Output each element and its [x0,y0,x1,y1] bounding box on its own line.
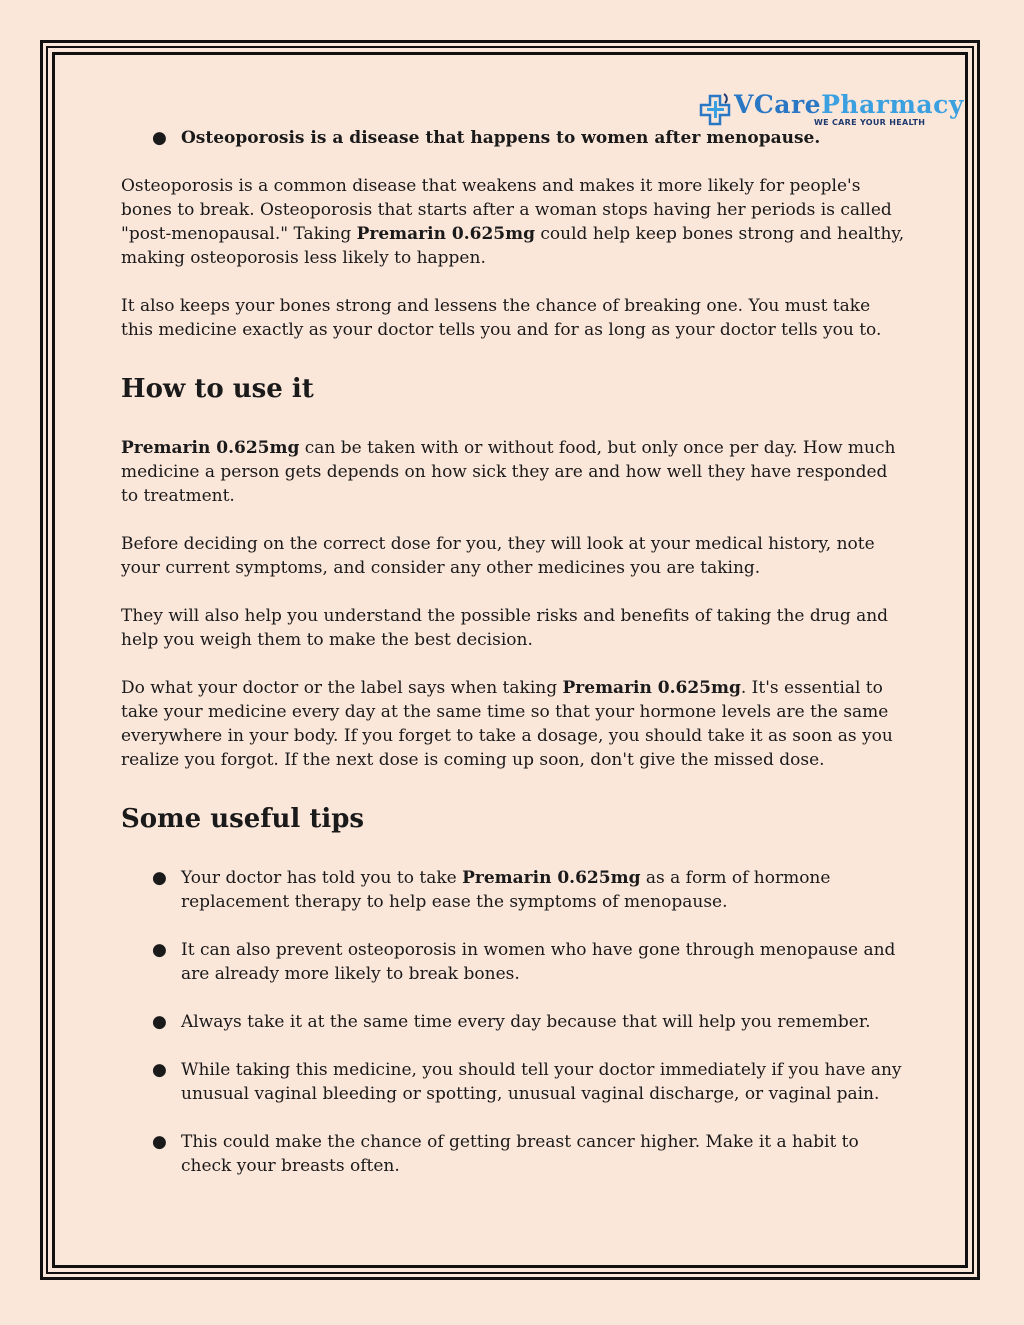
bullet-icon: ● [152,1012,167,1032]
bullet-icon: ● [152,1132,167,1152]
drug-name: Premarin 0.625mg [462,868,641,888]
medical-cross-icon [698,92,732,128]
paragraph: Do what your doctor or the label says when taking Premarin 0.625mg. It's essential to take your medicine every day at the same time so that your hormone levels are the same everywhere in your body. If you forget to take a dosage, you should take it as soon as you realize you forgot. If the next dose is coming up soon, don't give the missed dose. [121,678,893,770]
document-body [121,126,906,1202]
paragraph: It also keeps your bones strong and lessens the chance of breaking one. You must take this medicine exactly as your doctor tells you and for as long as your doctor tells you to. [121,296,882,340]
section-heading-how-to-use: How to use it [121,374,314,404]
drug-name: Premarin 0.625mg [121,438,300,458]
tips-list [121,866,906,1178]
list-item [121,126,906,150]
paragraph: Osteoporosis is a common disease that weakens and makes it more likely for people's bones to break. Osteoporosis that starts after a woman stops having her periods is called "post-menopausal." Taking Premarin 0.625mg could help keep bones strong and healthy, making osteoporosis less likely to happen. [121,176,905,268]
list-item: ● Your doctor has told you to take Premarin 0.625mg as a form of hormone replacement therapy to help ease the symptoms of menopause. [152,868,831,912]
list-item: ● While taking this medicine, you should tell your doctor immediately if you have any unusual vaginal bleeding or spotting, unusual vaginal discharge, or vaginal pain. [152,1060,902,1104]
intro-bullet-list [121,126,906,150]
logo-tagline: WE CARE YOUR HEALTH [814,118,926,127]
bullet-icon: ● [152,1060,167,1080]
section-heading-tips: Some useful tips [121,804,365,834]
list-item: ● It can also prevent osteoporosis in women who have gone through menopause and are already more likely to break bones. [152,940,896,984]
bullet-icon: ● [152,940,167,960]
bullet-icon: ● [152,868,167,888]
bullet-icon: ● [152,128,167,148]
drug-name: Premarin 0.625mg [562,678,741,698]
list-item: ● Always take it at the same time every day because that will help you remember. [152,1012,871,1032]
intro-bullet-text: Osteoporosis is a disease that happens to women after menopause. [181,128,821,148]
logo-wordmark: VCarePharmacy [734,90,964,119]
paragraph: They will also help you understand the possible risks and benefits of taking the drug and help you weigh them to make the best decision. [121,606,889,650]
paragraph: Premarin 0.625mg can be taken with or without food, but only once per day. How much medicine a person gets depends on how sick they are and how well they have responded to treatment. [121,438,896,506]
list-item: ● This could make the chance of getting breast cancer higher. Make it a habit to check your breasts often. [152,1132,859,1176]
paragraph: Before deciding on the correct dose for you, they will look at your medical history, note your current symptoms, and consider any other medicines you are taking. [121,534,875,578]
drug-name: Premarin 0.625mg [356,224,535,244]
